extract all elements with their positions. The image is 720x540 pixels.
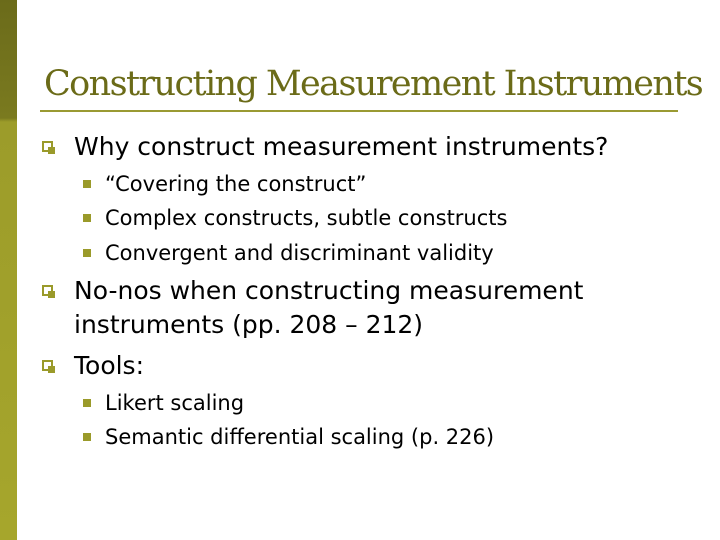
sub-bullet-text: Likert scaling <box>105 391 245 415</box>
sub-bullet-convergent <box>105 236 494 270</box>
filled-square-bullet-icon <box>83 180 91 188</box>
filled-square-bullet-icon <box>83 249 91 257</box>
sub-bullet-text: “Covering the construct” <box>105 172 367 196</box>
sub-bullet-text: Convergent and discriminant validity <box>105 241 494 265</box>
bullet-no-nos-continued <box>74 308 423 342</box>
filled-square-bullet-icon <box>83 399 91 407</box>
sidebar-stripe <box>0 0 17 540</box>
square-bullet-icon <box>42 285 53 296</box>
bullet-tools <box>74 349 144 383</box>
filled-square-bullet-icon <box>83 214 91 222</box>
slide-title: Constructing Measurement Instruments <box>44 64 703 104</box>
bullet-text-line1: No-nos when constructing measurement <box>74 276 584 305</box>
square-bullet-icon <box>42 141 53 152</box>
sub-bullet-likert <box>105 386 244 420</box>
title-underline <box>40 110 678 112</box>
bullet-text: Tools: <box>74 351 145 380</box>
sub-bullet-covering <box>105 167 366 201</box>
bullet-why-construct <box>74 130 608 164</box>
sub-bullet-text: Complex constructs, subtle constructs <box>105 206 508 230</box>
bullet-text-line2: instruments (pp. 208 – 212) <box>74 310 424 339</box>
bullet-text: Why construct measurement instruments? <box>74 132 609 161</box>
sub-bullet-complex <box>105 201 507 235</box>
sub-bullet-text: Semantic differential scaling (p. 226) <box>105 425 495 449</box>
sub-bullet-semantic <box>105 420 494 454</box>
bullet-no-nos <box>74 274 583 308</box>
filled-square-bullet-icon <box>83 433 91 441</box>
square-bullet-icon <box>42 360 53 371</box>
